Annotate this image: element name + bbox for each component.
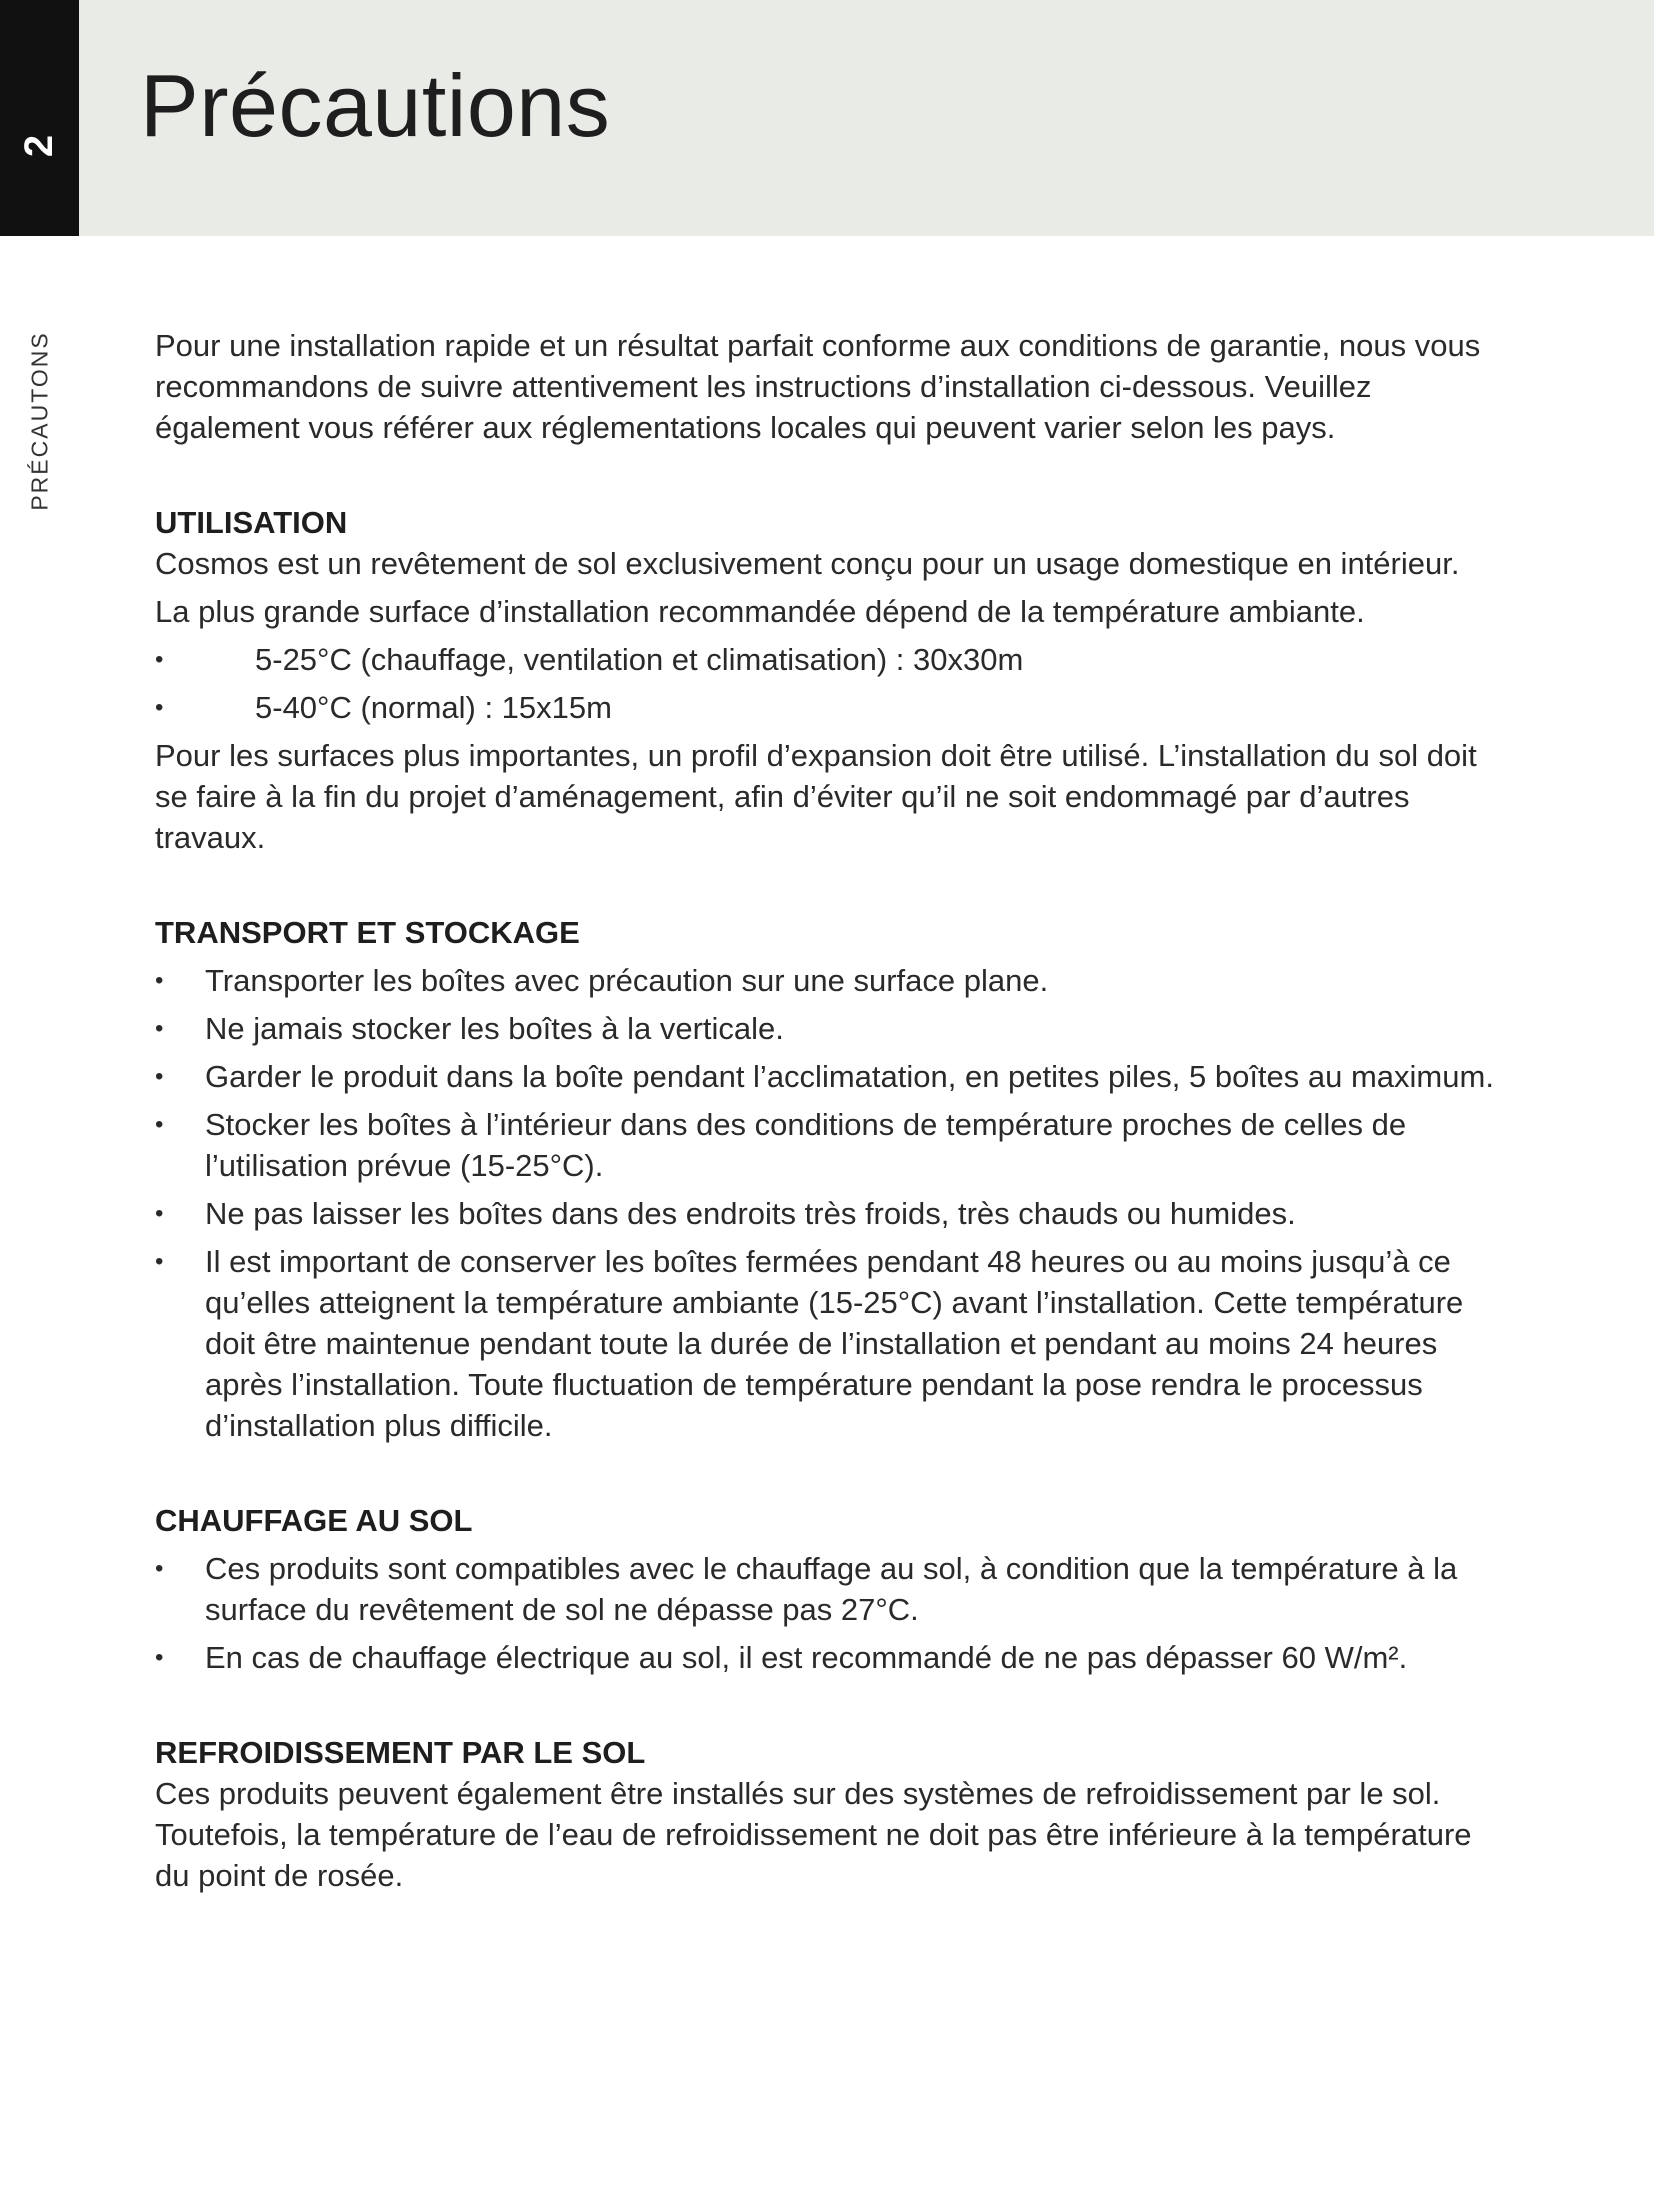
list-item [155,1548,1495,1630]
list-item-text: Garder le produit dans la boîte pendant l’acclimatation, en petites piles, 5 boîtes au maximum. [205,1059,1494,1094]
list-item [155,1241,1495,1446]
list-item-text: 5-25°C (chauffage, ventilation et climatisation) : 30x30m [255,642,1024,677]
bullet-icon: • [155,646,164,673]
section-heading-utilisation: UTILISATION [155,505,348,540]
section-heading-chauffage: CHAUFFAGE AU SOL [155,1503,473,1538]
main-content [155,325,1495,1896]
list-item-text: En cas de chauffage électrique au sol, il est recommandé de ne pas dépasser 60 W/m². [205,1640,1408,1675]
refroidissement-paragraph: Ces produits peuvent également être installés sur des systèmes de refroidissement par le sol. Toutefois, la température de l’eau de refroidissement ne doit pas être inférieure à la température du point de rosée. [155,1776,1472,1893]
bullet-icon: • [155,1200,164,1227]
list-item-text: Ne jamais stocker les boîtes à la verticale. [205,1011,784,1046]
bullet-icon: • [155,1111,164,1138]
utilisation-paragraph-1: Cosmos est un revêtement de sol exclusivement conçu pour un usage domestique en intérieur. [155,546,1460,581]
list-item-text: Ne pas laisser les boîtes dans des endroits très froids, très chauds ou humides. [205,1196,1296,1231]
list-item [155,687,1495,728]
bullet-icon: • [155,967,164,994]
bullet-icon: • [155,1644,164,1671]
page-title: Précautions [140,56,611,155]
list-item [155,960,1495,1001]
list-item-text: Ces produits sont compatibles avec le chauffage au sol, à condition que la température à la surface du revêtement de sol ne dépasse pas 27°C. [205,1551,1458,1627]
list-item-text: 5-40°C (normal) : 15x15m [255,690,612,725]
section-chauffage [155,1500,1495,1678]
section-utilisation [155,502,1495,858]
page-number: 2 [17,134,61,158]
list-item [155,639,1495,680]
section-heading-refroidissement: REFROIDISSEMENT PAR LE SOL [155,1735,646,1770]
bullet-icon: • [155,694,164,721]
list-item [155,1193,1495,1234]
page-number-tab [0,0,79,236]
bullet-icon: • [155,1015,164,1042]
transport-bullet-list [155,960,1495,1446]
bullet-icon: • [155,1063,164,1090]
section-heading-transport: TRANSPORT ET STOCKAGE [155,915,580,950]
list-item [155,1104,1495,1186]
list-item [155,1056,1495,1097]
chauffage-bullet-list [155,1548,1495,1678]
bullet-icon: • [155,1555,164,1582]
list-item-text: Il est important de conserver les boîtes fermées pendant 48 heures ou au moins jusqu’à ce qu’elles atteignent la température ambiante (15-25°C) avant l’installation. Cette température doit être maintenue pendant toute la durée de l’installation et pendant au moins 24 heures après l’installation. Toute fluctuation de température pendant la pose rendra le processus d’installation plus difficile. [205,1244,1464,1443]
list-item-text: Transporter les boîtes avec précaution sur une surface plane. [205,963,1049,998]
intro-paragraph: Pour une installation rapide et un résultat parfait conforme aux conditions de garantie, nous vous recommandons de suivre attentivement les instructions d’installation ci-dessous. Veuillez également vous référer aux réglementations locales qui peuvent varier selon les pays. [155,328,1481,445]
utilisation-bullet-list [155,639,1495,728]
section-refroidissement [155,1732,1495,1896]
side-section-label: PRÉCAUTONS [26,331,53,511]
bullet-icon: • [155,1248,164,1275]
utilisation-paragraph-3: Pour les surfaces plus importantes, un profil d’expansion doit être utilisé. L’installation du sol doit se faire à la fin du projet d’aménagement, afin d’éviter qu’il ne soit endommagé par d’autres travaux. [155,738,1477,855]
list-item-text: Stocker les boîtes à l’intérieur dans des conditions de température proches de celles de l’utilisation prévue (15-25°C). [205,1107,1407,1183]
list-item [155,1637,1495,1678]
list-item [155,1008,1495,1049]
section-transport [155,912,1495,1446]
utilisation-paragraph-2: La plus grande surface d’installation recommandée dépend de la température ambiante. [155,594,1365,629]
